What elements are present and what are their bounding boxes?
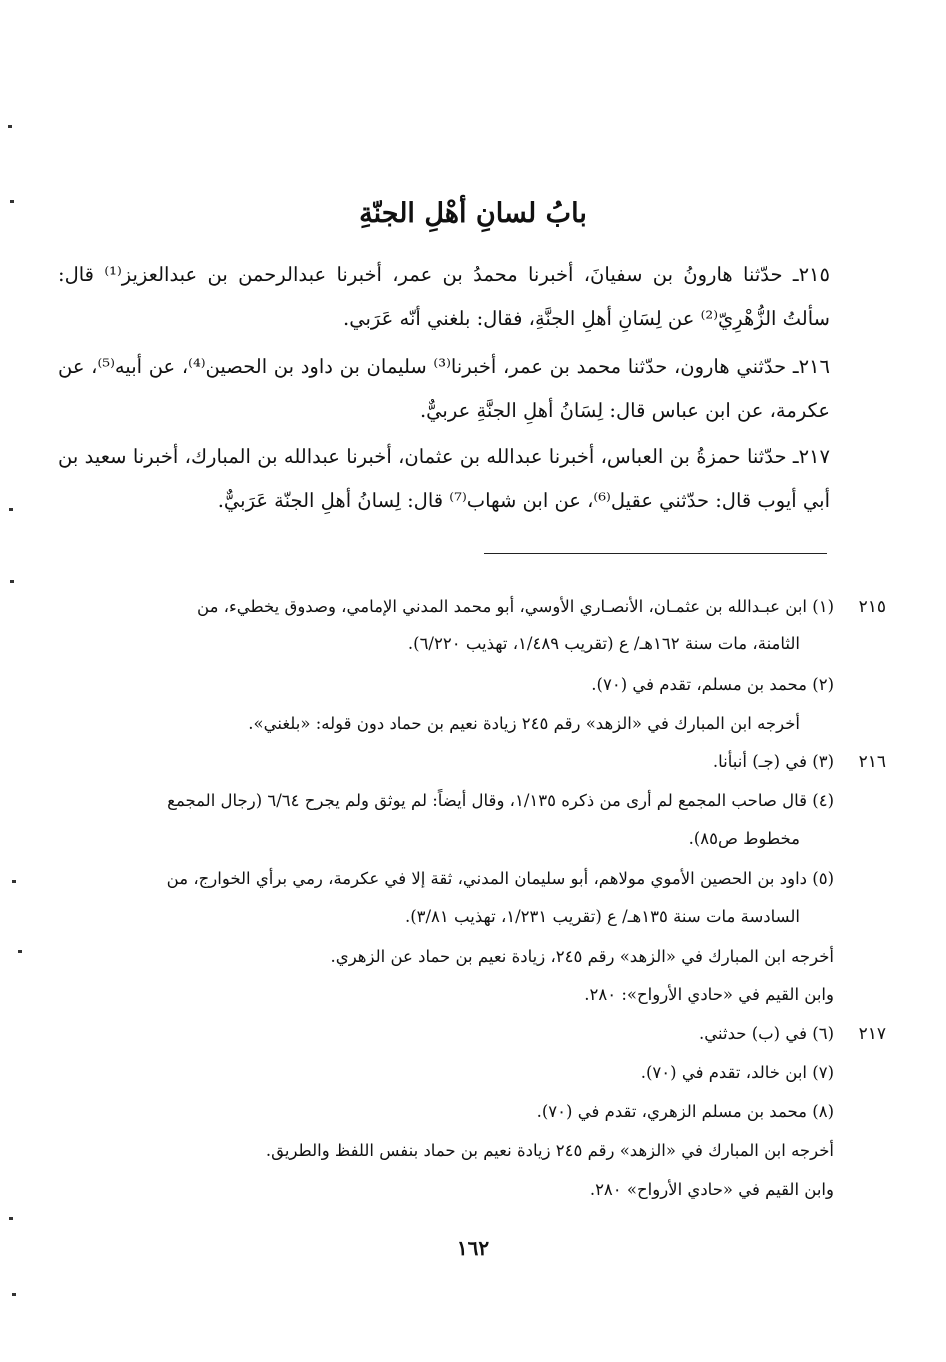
scan-speck [9,508,13,511]
scan-speck [10,580,14,583]
footnote-line: (٧) ابن خالد، تقدم في (٧٠). [640,1063,834,1082]
footnote-separator [484,553,827,554]
footnote-ref-216: ٢١٦ [858,752,886,772]
footnote-line: (٥) داود بن الحصين الأموي مولاهم، أبو سليمان المدني، ثقة إلا في عكرمة، رمي برأي الخوارج، من [166,869,834,888]
chapter-title: بابُ لسانِ أهْلِ الجنّةِ [359,198,587,229]
footnote-line: (٤) قال صاحب المجمع لم أرى من ذكره ١/١٣٥، وقال أيضاً: لم يوثق ولم يجرح ٦/٦٤ (رجال المجمع [167,791,834,810]
footnote-line: مخطوط ص٨٥). [688,829,800,848]
footnote-line: أخرجه ابن المبارك في «الزهد» رقم ٢٤٥، زيادة نعيم بن حماد عن الزهري. [330,947,834,966]
scan-speck [18,950,22,953]
footnote-line: وابن القيم في «حادي الأرواح» ٢٨٠. [589,1180,834,1199]
footnote-ref-217: ٢١٧ [858,1024,886,1044]
hadith-217: ٢١٧ـ حدّثنا حمزةُ بن العباس، أخبرنا عبدالله بن عثمان، أخبرنا عبدالله بن المبارك، أخبرنا سعيد بن أبي أيوب قال: حدّثني عقيل⁽⁶⁾، عن ابن شهاب⁽⁷⁾ قال: لِسانُ أهلِ الجنّة عَرَبيٌّ. [58,445,830,512]
footnote-line: الثامنة، مات سنة ١٦٢هـ/ ع (تقريب ١/٤٨٩، تهذيب ٦/٢٢٠). [407,634,800,653]
footnote-line: (٦) في (ب) حدثني. [699,1024,834,1043]
footnote-line: أخرجه ابن المبارك في «الزهد» رقم ٢٤٥ زيادة نعيم بن حماد بنفس اللفظ والطريق. [265,1141,834,1160]
hadith-216: ٢١٦ـ حدّثني هارون، حدّثنا محمد بن عمر، أخبرنا⁽³⁾ سليمان بن داود بن الحصين⁽⁴⁾، عن أبيه⁽⁵⁾، عن عكرمة، عن ابن عباس قال: لِسَانُ أهلِ الجنَّةِ عربيٌّ. [58,355,830,422]
scan-speck [8,125,12,128]
footnote-line: السادسة مات سنة ١٣٥هـ/ ع (تقريب ١/٢٣١، تهذيب ٣/٨١). [404,907,800,926]
footnote-line: وابن القيم في «حادي الأرواح»: ٢٨٠. [584,985,834,1004]
hadith-215: ٢١٥ـ حدّثنا هارونُ بن سفيانَ، أخبرنا محمدُ بن عمر، أخبرنا عبدالرحمن بن عبدالعزيز⁽¹⁾ قال: سألتُ الزُّهْرِيّ⁽²⁾ عن لِسَانِ أهلِ الجنَّةِ، فقال: بلغني أنّه عَرَبي. [58,263,830,330]
scan-speck [10,200,14,203]
scan-speck [12,880,16,883]
footnote-line: أخرجه ابن المبارك في «الزهد» رقم ٢٤٥ زيادة نعيم بن حماد دون قوله: «بلغني». [248,714,800,733]
footnote-line: (٣) في (جـ) أنبأنا. [712,752,834,771]
scan-speck [12,1293,16,1296]
footnote-line: (٨) محمد بن مسلم الزهري، تقدم في (٧٠). [536,1102,834,1121]
footnote-ref-215: ٢١٥ [858,597,886,617]
footnote-line: (٢) محمد بن مسلم، تقدم في (٧٠). [591,675,834,694]
scan-speck [9,1217,13,1220]
page-number: ١٦٢ [456,1236,490,1260]
footnote-line: (١) ابن عبـدالله بن عثمـان، الأنصـاري الأوسي، أبو محمد المدني الإمامي، وصدوق يخطيء، من [197,597,834,616]
